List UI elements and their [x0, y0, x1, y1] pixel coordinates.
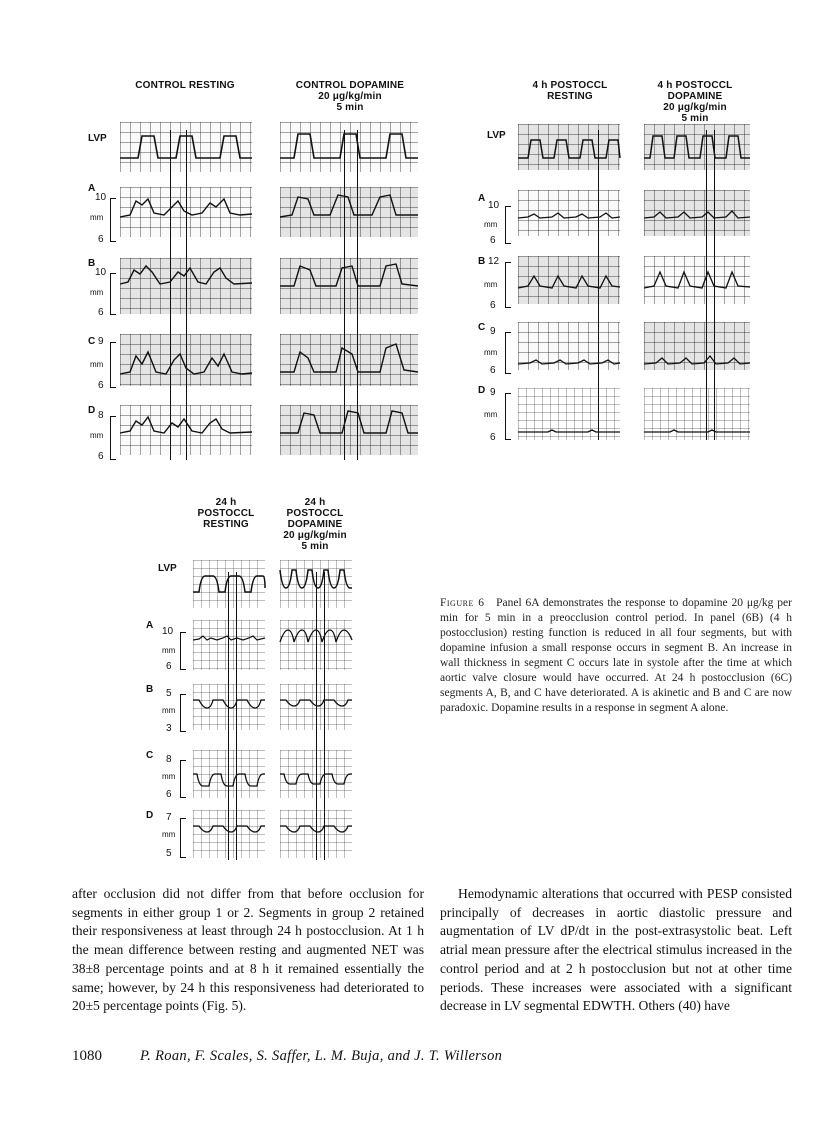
panel-c-seg-b-top: 5 [166, 688, 172, 699]
panel-a-seg-d-letter: D [88, 405, 96, 416]
panel-a-resting-d-trace [120, 405, 252, 455]
panel-a-col1-header: CONTROL RESTING [135, 80, 235, 91]
panel-b-seg-d-scale-bracket [505, 393, 511, 440]
panel-a-resting-lvp-trace [120, 122, 252, 172]
figure-caption [440, 596, 792, 716]
panel-c-seg-b-unit: mm [162, 706, 176, 715]
panel-c-seg-c-unit: mm [162, 772, 176, 781]
panel-c-seg-b-letter: B [146, 684, 154, 695]
panel-c-lvp-label: LVP [158, 563, 177, 574]
panel-c-seg-c-top: 8 [166, 754, 172, 765]
body-right-column: Hemodynamic alterations that occurred with PESP consisted principally of decreases in aortic diastolic pressure and augmentation of LV dP/dt in the post-extrasystolic beat. Left atrial mean pressure after the electrical stimulus increased in the control period and at 2 h postocclusion but not at other time periods. These increases were associated with a significant decrease in LV segmental EDWTH. Others (40) have [440, 886, 792, 1014]
panel-c-dopamine-c-trace [280, 750, 352, 798]
panel-b-resting-lvp-trace [518, 124, 620, 170]
panel-a-seg-c-letter: C [88, 336, 96, 347]
panel-b-seg-b-letter: B [478, 256, 486, 267]
panel-c-seg-c-bottom: 6 [166, 789, 172, 800]
panel-a-resting-b-trace [120, 258, 252, 314]
panel-b-seg-d-top: 9 [490, 387, 496, 398]
panel-b-seg-d-unit: mm [484, 410, 498, 419]
panel-c-resting-lvp-trace [193, 560, 265, 608]
panel-c-seg-d-top: 7 [166, 812, 172, 823]
panel-c-seg-a-bottom: 6 [166, 661, 172, 672]
panel-c-seg-d-unit: mm [162, 830, 176, 839]
panel-b-seg-c-letter: C [478, 322, 486, 333]
panel-b-resting-d-trace [518, 388, 620, 440]
panel-c-col1-header: 24 h POSTOCCL RESTING [197, 497, 255, 530]
panel-b-seg-a-top: 10 [488, 200, 500, 211]
panel-b-seg-b-bottom: 6 [490, 300, 496, 311]
panel-a-resting-c-trace [120, 334, 252, 386]
panel-b-dopamine-a-trace [644, 190, 750, 236]
panel-c-resting-b-trace [193, 684, 265, 730]
panel-a-seg-d-scale-bracket [110, 416, 116, 460]
panel-a-seg-d-unit: mm [90, 431, 104, 440]
body-left-column: after occlusion did not differ from that before occlusion for segments in either group 1 or 2. Segments in group 2 retained their responsiveness at least through 24 h postocclusion. At 1 h the mean difference between resting and augmented NET was 38±8 percentage points and at 8 h it remained essentially the same; however, by 24 h this responsiveness had deteriorated to 20±5 percentage points (Fig. 5). [72, 886, 424, 1014]
panel-c-resting-c-trace [193, 750, 265, 798]
panel-b-seg-a-unit: mm [484, 220, 498, 229]
panel-a-dopamine-lvp-trace [280, 122, 418, 172]
panel-a-resting-a-trace [120, 187, 252, 237]
panel-a-seg-a-letter: A [88, 183, 96, 194]
panel-a-seg-a-top: 10 [95, 192, 107, 203]
page-number: 1080 [72, 1048, 102, 1064]
panel-c-seg-c-scale-bracket [180, 760, 186, 798]
panel-c-resting-d-trace [193, 810, 265, 858]
panel-a-dopamine-a-trace [280, 187, 418, 237]
panel-b-seg-a-letter: A [478, 193, 486, 204]
figure-label: Figure 6 [440, 597, 485, 609]
panel-b-seg-c-unit: mm [484, 348, 498, 357]
panel-b-seg-d-letter: D [478, 385, 486, 396]
panel-c-seg-a-letter: A [146, 620, 154, 631]
panel-b-resting-a-trace [518, 190, 620, 236]
panel-b-seg-a-bottom: 6 [490, 235, 496, 246]
panel-c-seg-d-letter: D [146, 810, 154, 821]
panel-c-dopamine-a-trace [280, 620, 352, 670]
panel-b-seg-c-top: 9 [490, 326, 496, 337]
panel-a-dopamine-d-trace [280, 405, 418, 455]
panel-c-seg-d-bottom: 5 [166, 848, 172, 859]
panel-c-dopamine-b-trace [280, 684, 352, 730]
panel-b-dopamine-lvp-trace [644, 124, 750, 170]
panel-c-seg-a-scale-bracket [180, 632, 186, 670]
panel-b-lvp-label: LVP [487, 130, 506, 141]
author-line: P. Roan, F. Scales, S. Saffer, L. M. Buja, and J. T. Willerson [140, 1048, 503, 1064]
panel-a-seg-a-unit: mm [90, 213, 104, 222]
panel-c-dopamine-lvp-trace [280, 560, 352, 608]
panel-c-dopamine-d-trace [280, 810, 352, 858]
panel-b-col1-header: 4 h POSTOCCL RESTING [532, 80, 608, 102]
panel-c-seg-b-scale-bracket [180, 694, 186, 732]
panel-b-resting-c-trace [518, 322, 620, 370]
panel-a-seg-d-top: 8 [98, 410, 104, 421]
panel-b-seg-a-scale-bracket [505, 206, 511, 244]
panel-c-col2-header: 24 h POSTOCCL DOPAMINE 20 μg/kg/min 5 min [283, 497, 347, 552]
panel-a-seg-a-bottom: 6 [98, 234, 104, 245]
panel-b-col2-header: 4 h POSTOCCL DOPAMINE 20 μg/kg/min 5 min [657, 80, 733, 124]
panel-b-dopamine-b-trace [644, 256, 750, 304]
panel-c-seg-b-bottom: 3 [166, 723, 172, 734]
panel-b-seg-b-unit: mm [484, 280, 498, 289]
panel-b-resting-b-trace [518, 256, 620, 304]
panel-a-seg-c-unit: mm [90, 360, 104, 369]
panel-c-seg-d-scale-bracket [180, 818, 186, 858]
panel-a-seg-d-bottom: 6 [98, 451, 104, 462]
panel-b-dopamine-d-trace [644, 388, 750, 440]
panel-a-seg-b-scale-bracket [110, 273, 116, 315]
panel-a-seg-c-bottom: 6 [98, 380, 104, 391]
panel-a-seg-a-scale-bracket [110, 198, 116, 242]
panel-a-seg-c-top: 9 [98, 336, 104, 347]
panel-a-seg-b-unit: mm [90, 288, 104, 297]
panel-a-seg-b-top: 10 [95, 267, 107, 278]
panel-c-resting-a-trace [193, 620, 265, 670]
panel-a-seg-c-scale-bracket [110, 342, 116, 388]
panel-b-seg-b-top: 12 [488, 256, 500, 267]
panel-c-seg-a-top: 10 [162, 626, 174, 637]
panel-a-seg-b-bottom: 6 [98, 307, 104, 318]
panel-a-lvp-label: LVP [88, 133, 107, 144]
figure-caption-text: Panel 6A demonstrates the response to dopamine 20 μg/kg per min for 5 min in a preocclusion control period. In panel (6B) (4 h postocclusion) resting function is reduced in all four segments, but with dopamine infusion a small response occurs in segment B. An increase in wall thickness in segment C occurs late in systole after the time at which aortic valve closure would have occurred. At 24 h postocclusion (6C) segments A, B, and C have deteriorated. A is akinetic and B and C are now paradoxic. Dopamine results in a response in segment A alone. [440, 597, 792, 714]
panel-b-seg-b-scale-bracket [505, 262, 511, 308]
panel-a-seg-b-letter: B [88, 258, 96, 269]
panel-b-seg-c-bottom: 6 [490, 365, 496, 376]
panel-b-dopamine-c-trace [644, 322, 750, 370]
panel-c-seg-c-letter: C [146, 750, 154, 761]
panel-b-seg-c-scale-bracket [505, 332, 511, 374]
panel-a-col2-header: CONTROL DOPAMINE 20 μg/kg/min 5 min [295, 80, 405, 113]
panel-b-seg-d-bottom: 6 [490, 432, 496, 443]
panel-a-dopamine-c-trace [280, 334, 418, 386]
panel-a-dopamine-b-trace [280, 258, 418, 314]
panel-c-seg-a-unit: mm [162, 646, 176, 655]
